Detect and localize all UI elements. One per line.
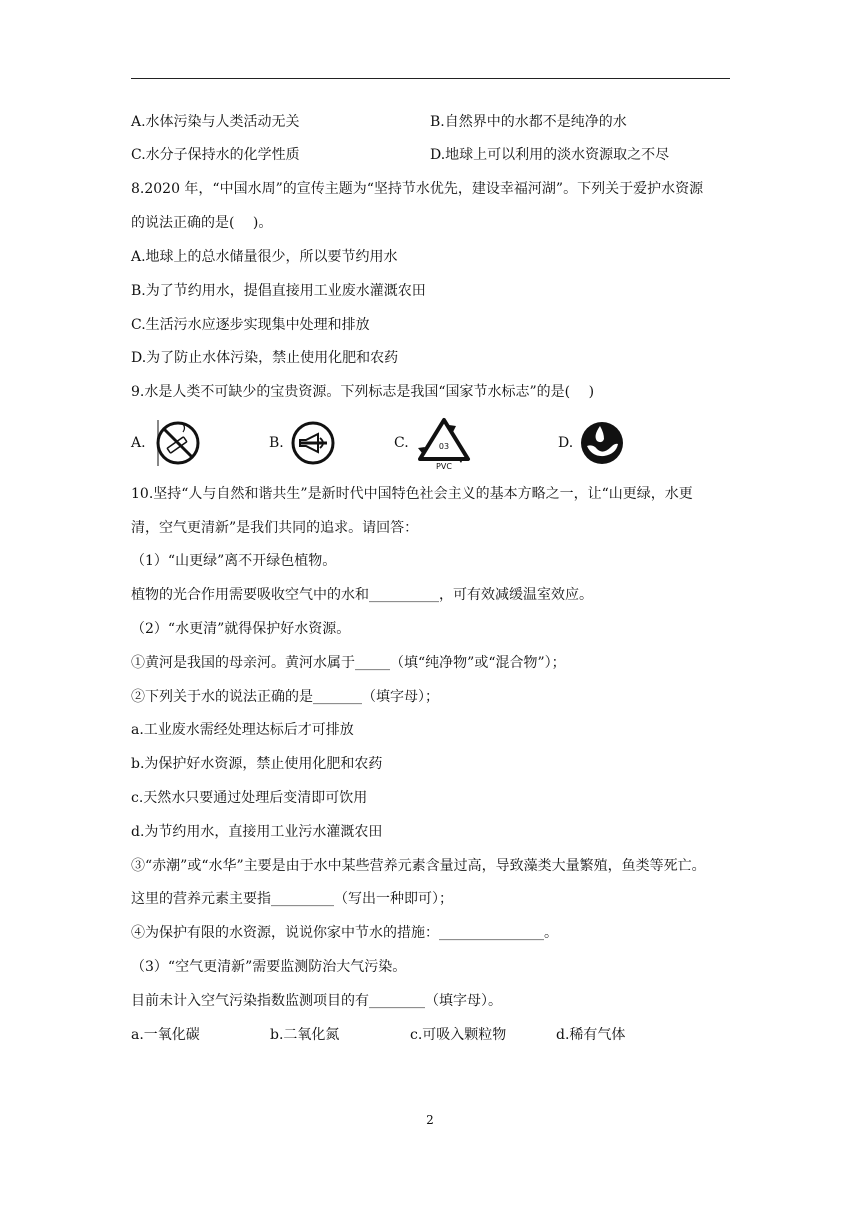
q10-part2-item4: ④为保护有限的水资源，说说你家中节水的措施：_______________。 [131,925,558,941]
q10-part2-item2: ②下列关于水的说法正确的是_______（填字母）； [131,689,439,705]
q10-part1-question: 植物的光合作用需要吸收空气中的水和__________，可有效减缓温室效应。 [131,587,593,603]
q10-part3-option-b: b.二氧化氮 [270,1027,340,1043]
q10-part2-item3-line2: 这里的营养元素主要指_________（写出一种即可）； [131,891,453,907]
q9-option-c [394,415,475,471]
q7-option-b: B.自然界中的水都不是纯净的水 [430,114,627,130]
q8-option-c: C.生活污水应逐步实现集中处理和排放 [131,317,370,333]
page-number: 2 [426,1113,434,1127]
q10-part3-option-d: d.稀有气体 [556,1027,626,1043]
q10-part1-heading: （1）“山更绿”离不开绿色植物。 [131,553,337,569]
q10-part2-option-d: d.为节约用水，直接用工业污水灌溉农田 [131,824,383,840]
q9-option-b [269,415,338,471]
q10-part2-item1: ①黄河是我国的母亲河。黄河水属于_____（填“纯净物”或“混合物”）； [131,655,566,671]
q9-stem: 9.水是人类不可缺少的宝贵资源。下列标志是我国“国家节水标志”的是( ) [131,384,595,400]
q10-part2-option-a: a.工业废水需经处理达标后才可排放 [131,722,354,738]
q10-part2-option-c: c.天然水只要通过处理后变清即可饮用 [131,790,368,806]
q8-option-b: B.为了节约用水，提倡直接用工业废水灌溉农田 [131,283,426,299]
q10-part2-option-b: b.为保护好水资源，禁止使用化肥和农药 [131,756,383,772]
header-rule [131,78,730,79]
q10-part3-option-a: a.一氧化碳 [131,1027,200,1043]
no-horn-sign-icon [288,418,338,468]
water-saving-sign-icon [577,418,627,468]
pvc-recycling-sign-icon [413,415,475,471]
q8-option-a: A.地球上的总水储量很少，所以要节约用水 [131,249,398,265]
q10-stem-line2: 清，空气更清新”是我们共同的追求。请回答： [131,520,419,536]
q9-option-d-label: D. [558,435,574,451]
q8-stem-line2: 的说法正确的是( )。 [131,215,273,231]
q9-sign-options [131,415,651,471]
q10-part2-heading: （2）“水更清”就得保护好水资源。 [131,621,351,637]
q10-part3-option-c: c.可吸入颗粒物 [410,1027,507,1043]
pvc-number: 03 [438,442,449,451]
q7-option-d: D.地球上可以利用的淡水资源取之不尽 [430,147,670,163]
q7-option-c: C.水分子保持水的化学性质 [131,147,300,163]
q10-part3-heading: （3）“空气更清新”需要监测防治大气污染。 [131,959,407,975]
q9-option-a [131,415,200,471]
q10-stem-line1: 10.坚持“人与自然和谐共生”是新时代中国特色社会主义的基本方略之一，让“山更绿，水更 [131,486,693,502]
q8-option-d: D.为了防止水体污染，禁止使用化肥和农药 [131,350,399,366]
pvc-text: PVC [435,462,452,471]
q7-option-a: A.水体污染与人类活动无关 [131,114,300,130]
q10-part2-item3-line1: ③“赤潮”或“水华”主要是由于水中某些营养元素含量过高，导致藻类大量繁殖，鱼类等死亡。 [131,858,706,874]
q9-option-d [558,415,627,471]
q9-option-c-label: C. [394,435,409,451]
q10-part3-question: 目前未计入空气污染指数监测项目的有________（填字母）。 [131,993,502,1009]
q8-stem-line1: 8.2020 年，“中国水周”的宣传主题为“坚持节水优先，建设幸福河湖”。下列关于爱护水资源 [131,181,704,197]
q9-option-a-label: A. [131,435,146,451]
q9-option-b-label: B. [269,435,284,451]
no-smoking-sign-icon [150,418,200,468]
